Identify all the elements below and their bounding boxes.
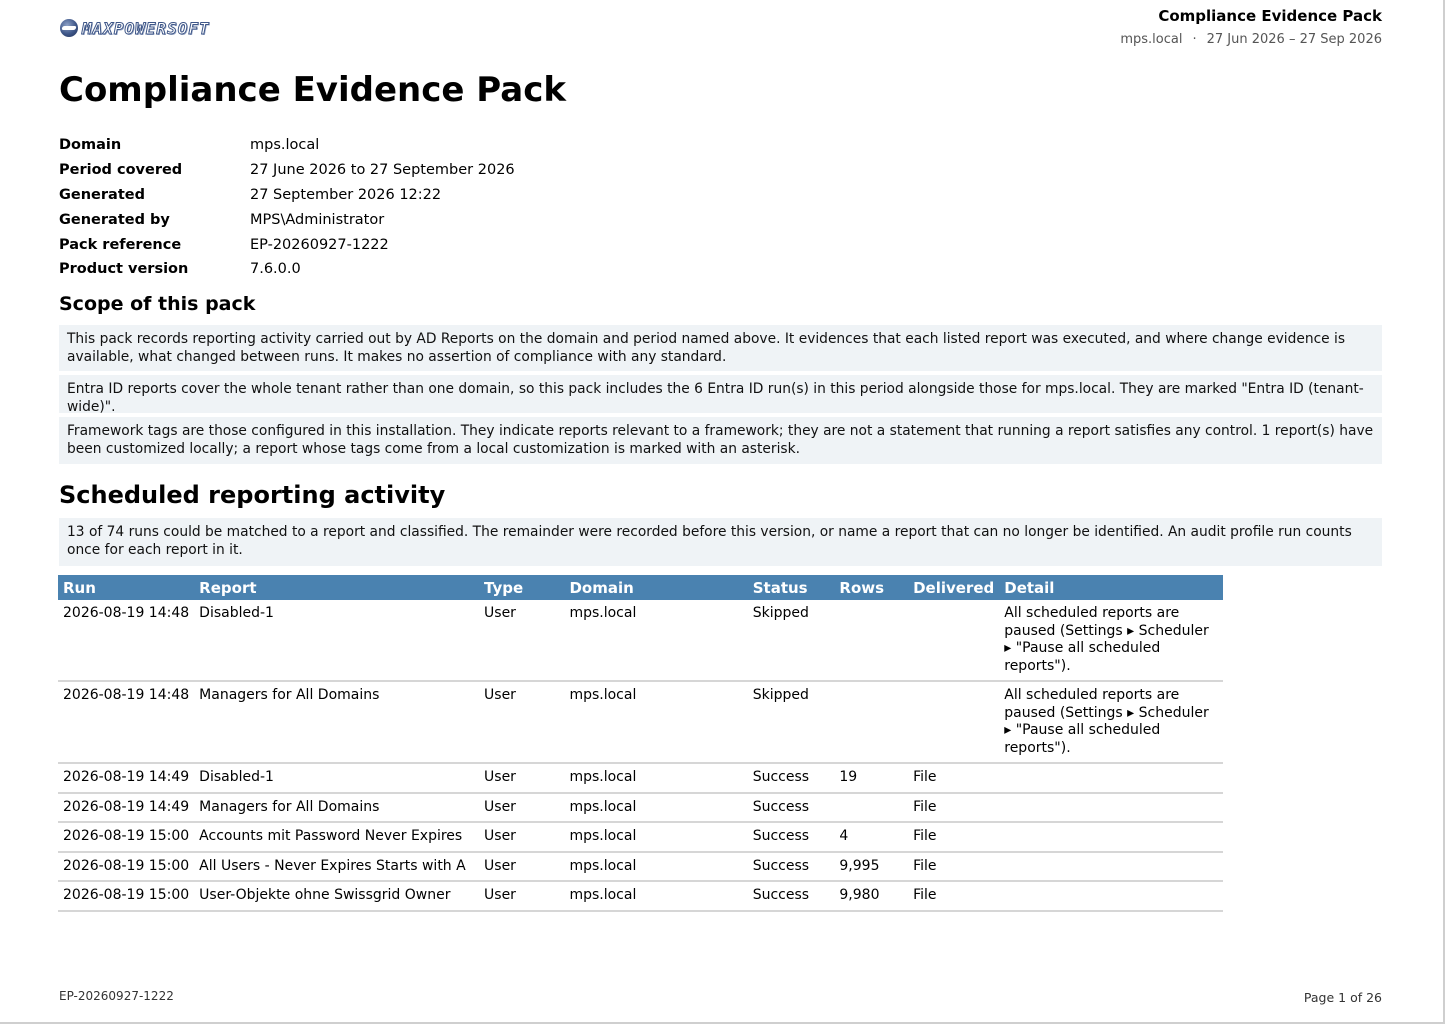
cell-run: 2026-08-19 15:00 (58, 822, 194, 852)
meta-row-generated (59, 183, 515, 208)
table-row (58, 763, 1223, 793)
meta-row-generated-by (59, 207, 515, 232)
cell-delivered (908, 681, 999, 763)
meta-label: Generated (59, 186, 145, 203)
cell-status: Skipped (748, 600, 835, 681)
column-header-status: Status (748, 575, 835, 600)
cell-run: 2026-08-19 15:00 (58, 852, 194, 882)
cell-run: 2026-08-19 15:00 (58, 881, 194, 911)
cell-status: Success (748, 881, 835, 911)
footer-page-number: Page 1 of 26 (1303, 990, 1382, 1005)
header-domain: mps.local (1120, 32, 1183, 47)
column-header-run: Run (58, 575, 194, 600)
meta-row-period (59, 158, 515, 183)
cell-type: User (479, 681, 564, 763)
meta-value: 27 September 2026 12:22 (250, 186, 442, 203)
cell-status: Success (748, 822, 835, 852)
cell-report: Disabled-1 (194, 763, 479, 793)
metadata-list (59, 133, 515, 282)
cell-run: 2026-08-19 14:48 (58, 681, 194, 763)
cell-type: User (479, 600, 564, 681)
meta-value: 7.6.0.0 (250, 261, 301, 278)
meta-row-pack-reference (59, 232, 515, 257)
cell-run: 2026-08-19 14:48 (58, 600, 194, 681)
cell-detail (999, 793, 1223, 823)
activity-note: 13 of 74 runs could be matched to a report and classified. The remainder were recorded before this version, or name a report that can no longer be identified. An audit profile run counts once for each report in it. (59, 518, 1382, 566)
logo-text: MAXPOWERSOFT (82, 18, 210, 38)
meta-label: Pack reference (59, 236, 182, 253)
cell-type: User (479, 822, 564, 852)
meta-label: Period covered (59, 162, 183, 179)
table-row (58, 852, 1223, 882)
cell-detail (999, 763, 1223, 793)
table-row (58, 822, 1223, 852)
cell-rows: 19 (834, 763, 908, 793)
cell-delivered (908, 600, 999, 681)
footer-reference: EP-20260927-1222 (59, 989, 174, 1003)
meta-value: 27 June 2026 to 27 September 2026 (250, 162, 515, 179)
meta-label: Domain (59, 137, 122, 154)
table-row (58, 681, 1223, 763)
meta-value: mps.local (250, 137, 320, 154)
cell-rows (834, 793, 908, 823)
scope-note: Entra ID reports cover the whole tenant rather than one domain, so this pack includes the 6 Entra ID run(s) in this period alongside those for mps.local. They are marked "Entra ID (tenant-wide)". (59, 375, 1382, 413)
column-header-domain: Domain (564, 575, 747, 600)
column-header-detail: Detail (999, 575, 1223, 600)
cell-type: User (479, 881, 564, 911)
activity-table (58, 575, 1223, 912)
page-title: Compliance Evidence Pack (59, 70, 566, 110)
cell-domain: mps.local (564, 793, 747, 823)
cell-rows (834, 681, 908, 763)
running-header-subtitle (1120, 32, 1382, 47)
meta-value: EP-20260927-1222 (250, 236, 389, 253)
cell-type: User (479, 793, 564, 823)
cell-status: Success (748, 852, 835, 882)
cell-rows: 4 (834, 822, 908, 852)
column-header-delivered: Delivered (908, 575, 999, 600)
cell-status: Skipped (748, 681, 835, 763)
column-header-type: Type (479, 575, 564, 600)
cell-domain: mps.local (564, 852, 747, 882)
cell-domain: mps.local (564, 681, 747, 763)
meta-row-product-version (59, 257, 515, 282)
cell-domain: mps.local (564, 881, 747, 911)
cell-detail (999, 852, 1223, 882)
cell-report: Managers for All Domains (194, 681, 479, 763)
cell-run: 2026-08-19 14:49 (58, 793, 194, 823)
cell-rows: 9,980 (834, 881, 908, 911)
meta-label: Generated by (59, 211, 170, 228)
cell-status: Success (748, 793, 835, 823)
cell-status: Success (748, 763, 835, 793)
meta-value: MPS\Administrator (250, 211, 385, 228)
header-period: 27 Jun 2026 – 27 Sep 2026 (1206, 32, 1382, 47)
globe-icon (60, 19, 78, 37)
meta-label: Product version (59, 261, 189, 278)
cell-report: Disabled-1 (194, 600, 479, 681)
cell-delivered: File (908, 822, 999, 852)
cell-type: User (479, 852, 564, 882)
table-row (58, 600, 1223, 681)
scope-note: This pack records reporting activity carried out by AD Reports on the domain and period named above. It evidences that each listed report was executed, and where change evidence is available, what changed between runs. It makes no assertion of compliance with any standard. (59, 325, 1382, 371)
cell-delivered: File (908, 852, 999, 882)
cell-type: User (479, 763, 564, 793)
cell-report: Accounts mit Password Never Expires (194, 822, 479, 852)
cell-detail: All scheduled reports are paused (Settings ▸ Scheduler ▸ "Pause all scheduled reports"). (999, 681, 1223, 763)
meta-row-domain (59, 133, 515, 158)
company-logo (60, 16, 210, 40)
cell-report: User-Objekte ohne Swissgrid Owner (194, 881, 479, 911)
table-header-row (58, 575, 1223, 600)
cell-delivered: File (908, 793, 999, 823)
running-header-title: Compliance Evidence Pack (1158, 7, 1382, 25)
cell-report: All Users - Never Expires Starts with A (194, 852, 479, 882)
header-separator: · (1192, 32, 1197, 47)
activity-heading: Scheduled reporting activity (59, 481, 446, 509)
column-header-rows: Rows (834, 575, 908, 600)
scope-heading: Scope of this pack (59, 293, 256, 315)
scope-note: Framework tags are those configured in this installation. They indicate reports relevant to a framework; they are not a statement that running a report satisfies any control. 1 report(s) have been customized locally; a report whose tags come from a local customization is marked with an asterisk. (59, 417, 1382, 464)
cell-domain: mps.local (564, 763, 747, 793)
cell-report: Managers for All Domains (194, 793, 479, 823)
cell-run: 2026-08-19 14:49 (58, 763, 194, 793)
column-header-report: Report (194, 575, 479, 600)
cell-domain: mps.local (564, 822, 747, 852)
cell-detail: All scheduled reports are paused (Settings ▸ Scheduler ▸ "Pause all scheduled reports"). (999, 600, 1223, 681)
cell-delivered: File (908, 881, 999, 911)
table-row (58, 793, 1223, 823)
cell-delivered: File (908, 763, 999, 793)
cell-rows (834, 600, 908, 681)
cell-detail (999, 881, 1223, 911)
cell-rows: 9,995 (834, 852, 908, 882)
table-row (58, 881, 1223, 911)
cell-domain: mps.local (564, 600, 747, 681)
cell-detail (999, 822, 1223, 852)
